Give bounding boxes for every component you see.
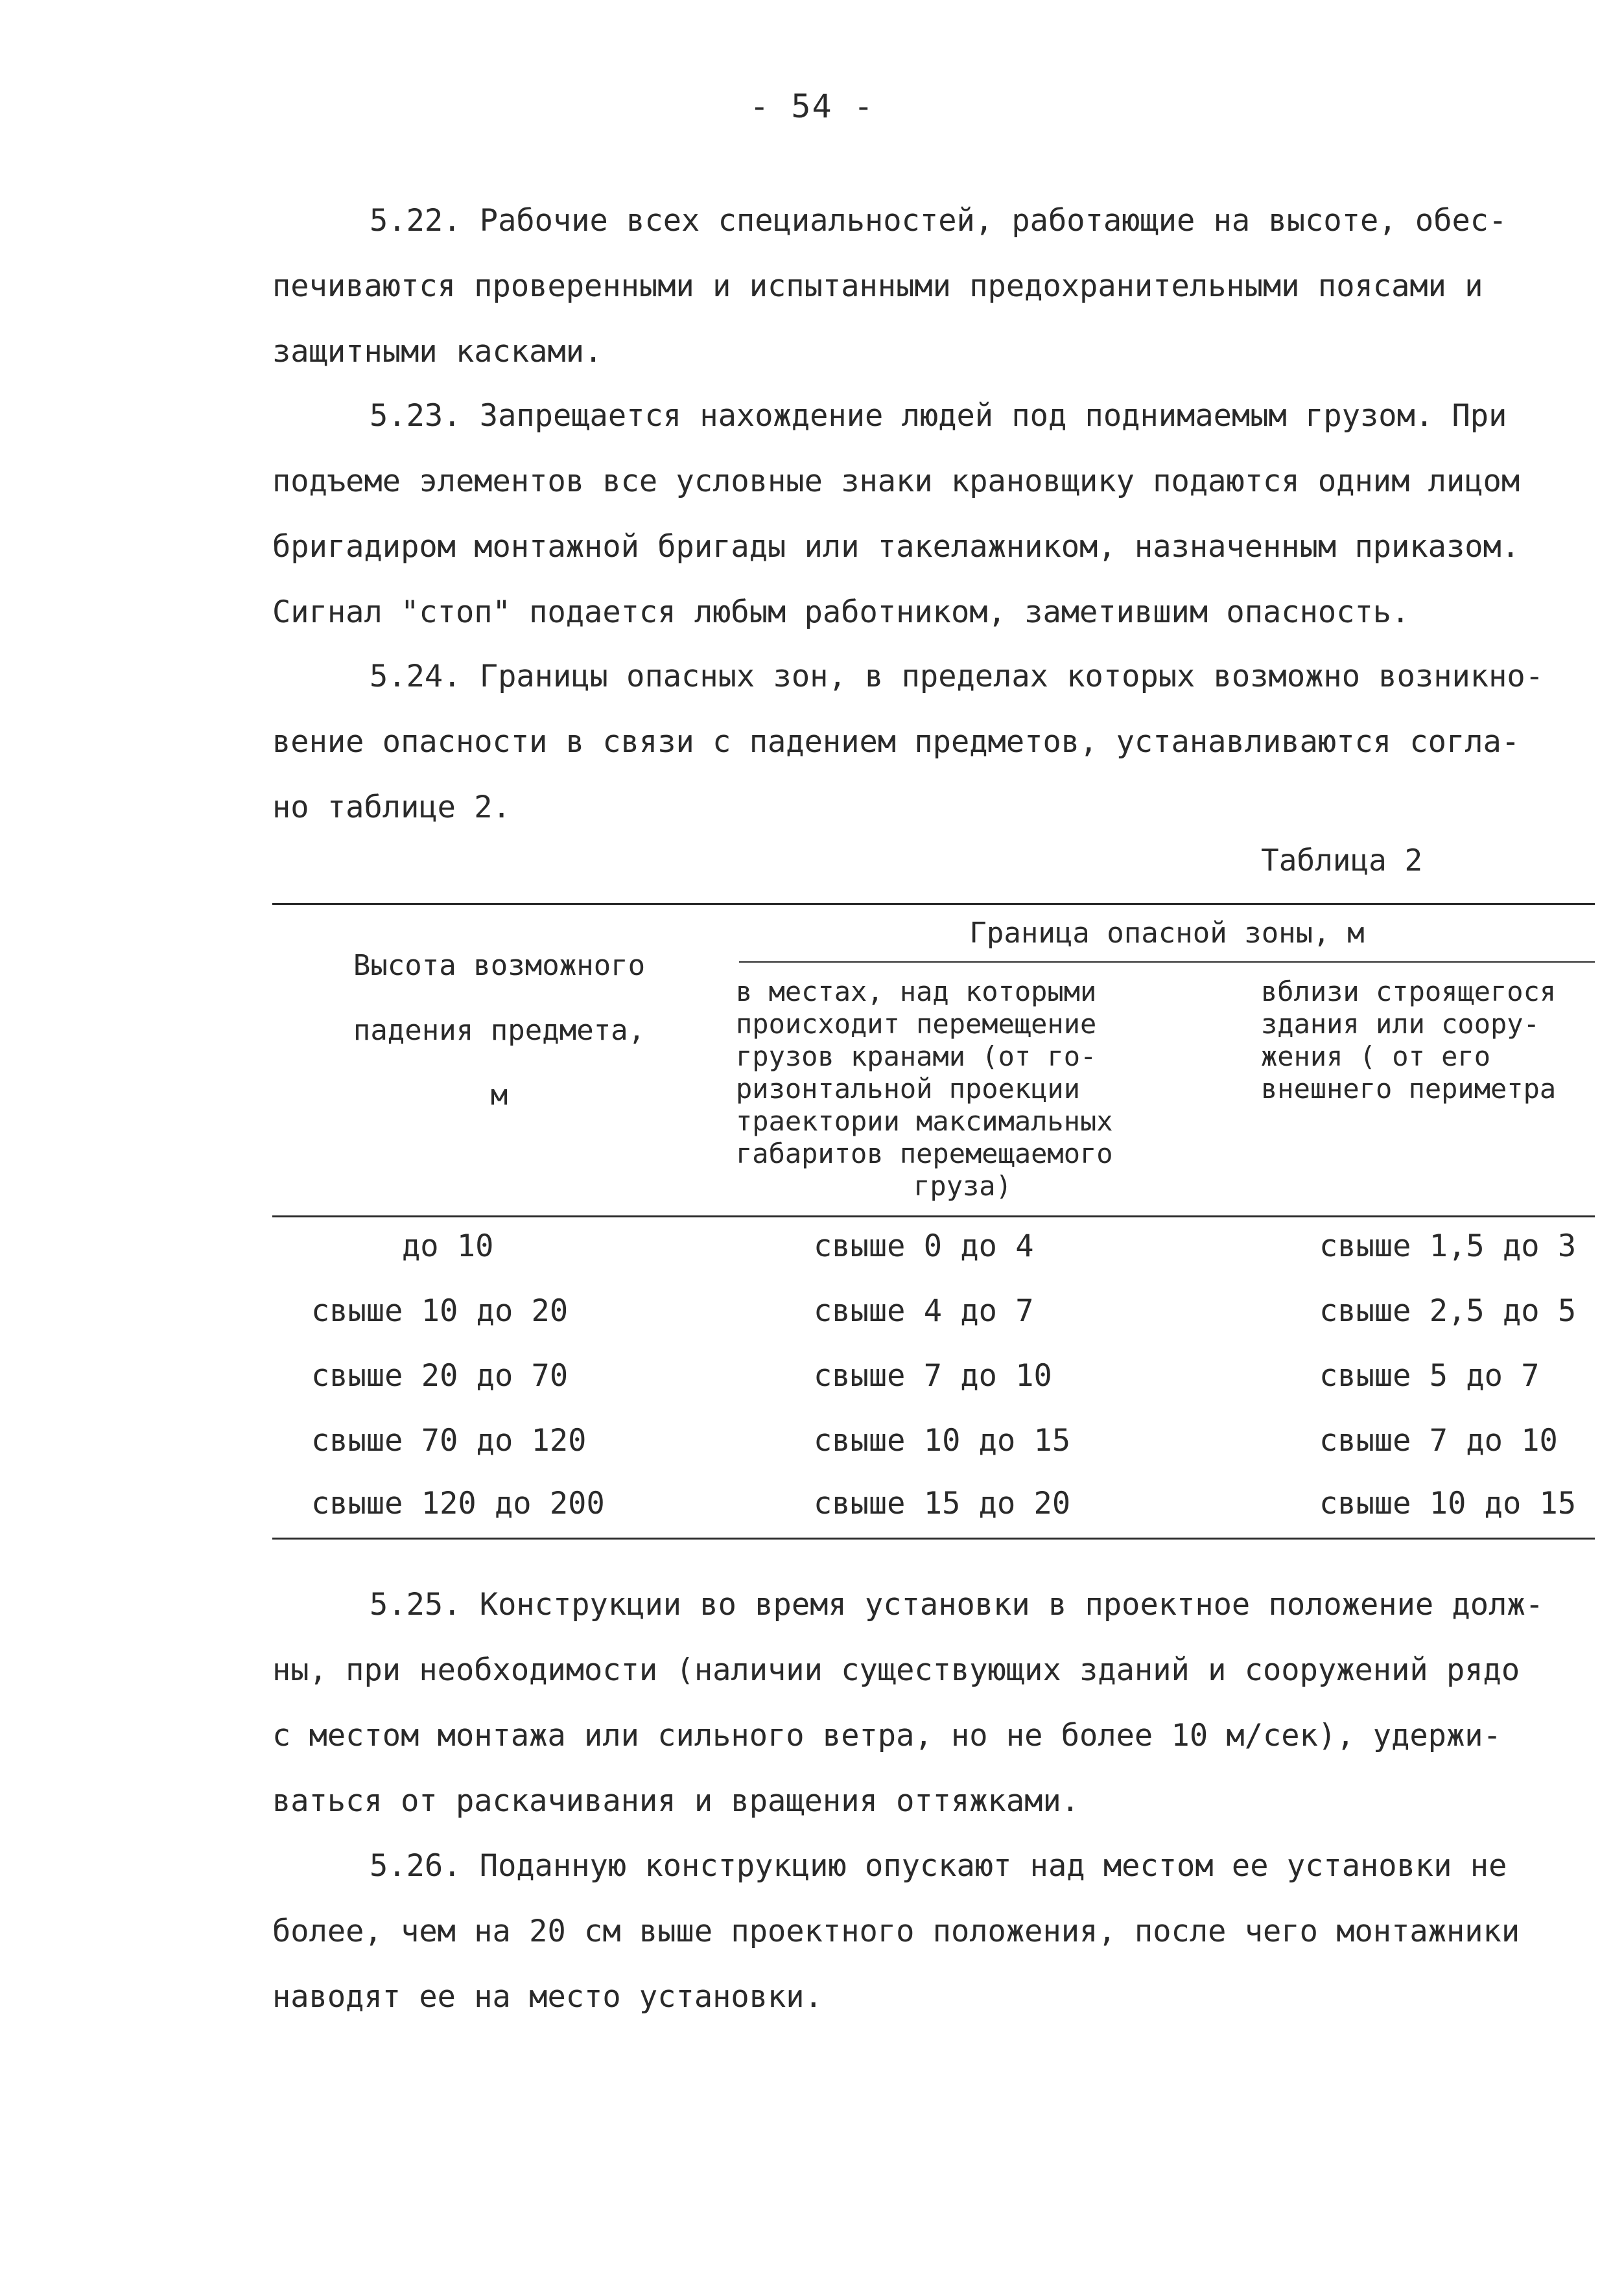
paragraph-5-24	[272, 644, 1595, 840]
table-cell-building-zone: свыше 10 до 15	[1319, 1486, 1577, 1521]
paragraph-line: 5.25. Конструкции во время установки в проектное положение долж-	[370, 1587, 1544, 1623]
table-cell-crane-zone: свыше 0 до 4	[814, 1228, 1034, 1264]
paragraph-line: с местом монтажа или сильного ветра, но не более 10 м/сек), удержи-	[272, 1718, 1501, 1753]
table-cell-building-zone: свыше 1,5 до 3	[1319, 1228, 1577, 1264]
table-header-rule	[272, 1215, 1595, 1217]
table-cell-height: свыше 10 до 20	[311, 1293, 569, 1329]
table-cell-height: свыше 70 до 120	[311, 1423, 587, 1459]
paragraph-line: более, чем на 20 см выше проектного положения, после чего монтажники	[272, 1914, 1520, 1949]
header-line: в местах, над которыми	[736, 976, 1097, 1007]
paragraph-line: 5.24. Границы опасных зон, в пределах которых возможно возникно-	[370, 659, 1544, 694]
table-bottom-rule	[272, 1538, 1595, 1540]
paragraph-line: наводят ее на место установки.	[272, 1979, 823, 2015]
table-header-zone: Граница опасной зоны, м	[969, 917, 1365, 950]
header-line: здания или соору-	[1261, 1008, 1540, 1040]
header-line: происходит перемещение	[736, 1008, 1097, 1040]
paragraph-line: вение опасности в связи с падением предметов, устанавливаются согла-	[272, 724, 1520, 760]
page-number: - 54 -	[749, 88, 875, 125]
paragraph-5-22	[272, 188, 1595, 384]
paragraph-line: печиваются проверенными и испытанными предохранительными поясами и	[272, 268, 1483, 304]
header-line: вблизи строящегося	[1261, 976, 1557, 1007]
table-header-height	[285, 933, 713, 1128]
paragraph-line: ны, при необходимости (наличии существующих зданий и сооружений рядо	[272, 1652, 1520, 1688]
paragraph-line: защитными касками.	[272, 334, 603, 369]
table-header-building-zone	[1261, 976, 1598, 1105]
table-top-rule	[272, 903, 1595, 905]
table-cell-crane-zone: свыше 10 до 15	[814, 1423, 1071, 1459]
header-line: грузов кранами (от го-	[736, 1040, 1097, 1072]
table-header-crane-zone	[736, 976, 1190, 1202]
header-line: груза)	[913, 1170, 1012, 1202]
header-line: жения ( от его	[1261, 1040, 1491, 1072]
header-line: Высота возможного	[353, 949, 646, 982]
paragraph-5-26	[272, 1833, 1595, 2030]
paragraph-line: Сигнал "стоп" подается любым работником, заметившим опасность.	[272, 594, 1410, 630]
paragraph-line: 5.23. Запрещается нахождение людей под поднимаемым грузом. При	[370, 398, 1507, 434]
header-line: внешнего периметра	[1261, 1073, 1557, 1105]
paragraph-line: 5.26. Поданную конструкцию опускают над местом ее установки не	[370, 1848, 1507, 1884]
table-caption: Таблица 2	[1261, 843, 1423, 878]
table-cell-crane-zone: свыше 15 до 20	[814, 1486, 1071, 1521]
paragraph-line: бригадиром монтажной бригады или такелажником, назначенным приказом.	[272, 529, 1520, 565]
paragraph-5-25	[272, 1572, 1595, 1834]
header-line: траектории максимальных	[736, 1105, 1113, 1137]
header-line: м	[490, 1079, 508, 1112]
table-cell-height: свыше 20 до 70	[311, 1358, 569, 1394]
table-subheader-rule	[739, 961, 1595, 963]
header-line: ризонтальной проекции	[736, 1073, 1081, 1105]
paragraph-line: 5.22. Рабочие всех специальностей, работающие на высоте, обес-	[370, 203, 1507, 239]
table-cell-crane-zone: свыше 4 до 7	[814, 1293, 1034, 1329]
table-cell-crane-zone: свыше 7 до 10	[814, 1358, 1052, 1394]
table-cell-height: до 10	[402, 1228, 494, 1264]
table-cell-building-zone: свыше 5 до 7	[1319, 1358, 1540, 1394]
table-cell-height: свыше 120 до 200	[311, 1486, 605, 1521]
paragraph-line: ваться от раскачивания и вращения оттяжками.	[272, 1783, 1080, 1819]
header-line: габаритов перемещаемого	[736, 1138, 1113, 1169]
header-line: падения предмета,	[353, 1014, 646, 1047]
table-cell-building-zone: свыше 2,5 до 5	[1319, 1293, 1577, 1329]
table-cell-building-zone: свыше 7 до 10	[1319, 1423, 1558, 1459]
paragraph-line: подъеме элементов все условные знаки крановщику подаются одним лицом	[272, 463, 1520, 499]
paragraph-line: но таблице 2.	[272, 790, 511, 825]
paragraph-5-23	[272, 383, 1595, 645]
